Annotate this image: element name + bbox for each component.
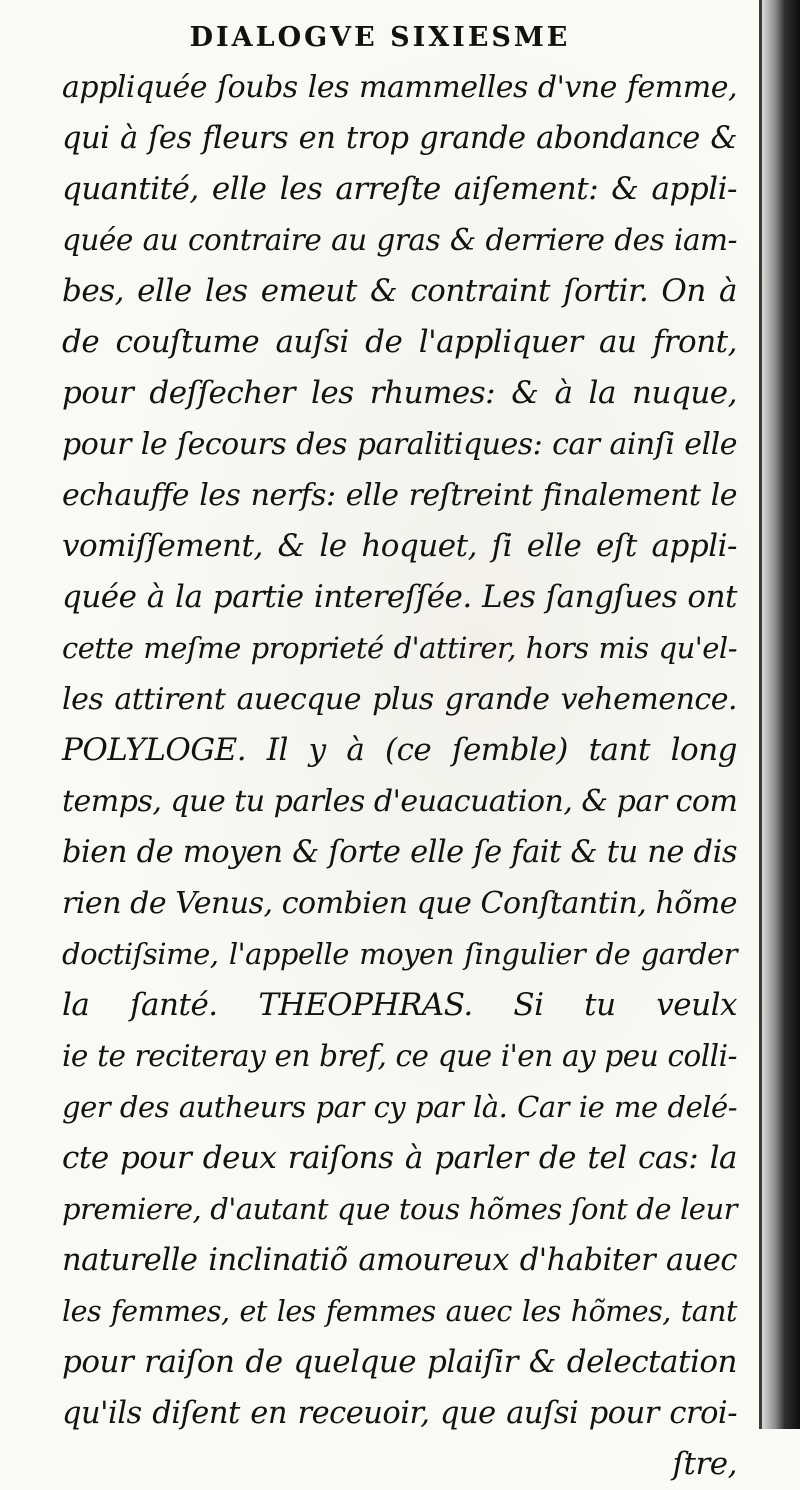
text-line: quée à la partie intereſſée. Les ſangſues ont <box>62 579 737 615</box>
text-line: quantité, elle les arreſte aiſement: & appli- <box>62 171 737 207</box>
text-line: vomiſſement, & le hoquet, ſi elle eſt appli- <box>62 528 737 564</box>
page-edge <box>759 0 762 1429</box>
text-line: doctiſsime, l'appelle moyen ſingulier de garder <box>62 937 737 971</box>
text-line: de couſtume auſsi de l'appliquer au front, <box>62 324 737 360</box>
text-line: naturelle inclinatiõ amoureux d'habiter auec <box>62 1243 737 1278</box>
text-line: POLYLOGE. Il y à (ce ſemble) tant long <box>62 732 737 768</box>
text-line: les femmes, et les femmes auec les hõmes, tant <box>62 1295 737 1328</box>
text-line: qui à ſes fleurs en trop grande abondance & <box>62 121 737 156</box>
body-text <box>62 62 737 1490</box>
text-line: pour raiſon de quelque plaiſir & delectation <box>62 1344 737 1380</box>
text-line: premiere, d'autant que tous hõmes ſont de leur <box>62 1192 737 1226</box>
text-line: cette meſme proprieté d'attirer, hors mis qu'el- <box>62 631 737 665</box>
text-line: quée au contraire au gras & derriere des iam- <box>62 223 737 257</box>
text-line: bes, elle les emeut & contraint ſortir. On à <box>62 273 737 309</box>
binding-shadow <box>762 0 800 1429</box>
catchword: ſtre, <box>672 1446 737 1482</box>
text-line: ger des autheurs par cy par là. Car ie me delé- <box>62 1090 737 1124</box>
text-line: cte pour deux raiſons à parler de tel cas: la <box>62 1140 737 1176</box>
text-line: echauffe les nerfs: elle reſtreint finalement le <box>62 478 737 513</box>
text-line: rien de Venus, combien que Conſtantin, hõme <box>62 886 737 921</box>
text-line: pour deſſecher les rhumes: & à la nuque, <box>62 375 737 411</box>
text-line: la ſanté. THEOPHRAS. Si tu veulx <box>62 987 737 1023</box>
text-line: temps, que tu parles d'euacuation, & par com <box>62 784 738 819</box>
text-line: qu'ils diſent en receuoir, que auſsi pour croi- <box>62 1396 737 1431</box>
text-line: pour le ſecours des paralitiques: car ainſi elle <box>62 427 737 462</box>
text-line: bien de moyen & ſorte elle ſe fait & tu ne dis <box>62 835 737 870</box>
text-line: ie te reciteray en bref, ce que i'en ay peu colli- <box>62 1039 737 1073</box>
text-line: les attirent auecque plus grande vehemence. <box>62 682 737 717</box>
running-head: DIALOGVE SIXIESME <box>189 22 571 53</box>
text-line: appliquée ſoubs les mammelles d'vne femme, <box>62 70 737 105</box>
